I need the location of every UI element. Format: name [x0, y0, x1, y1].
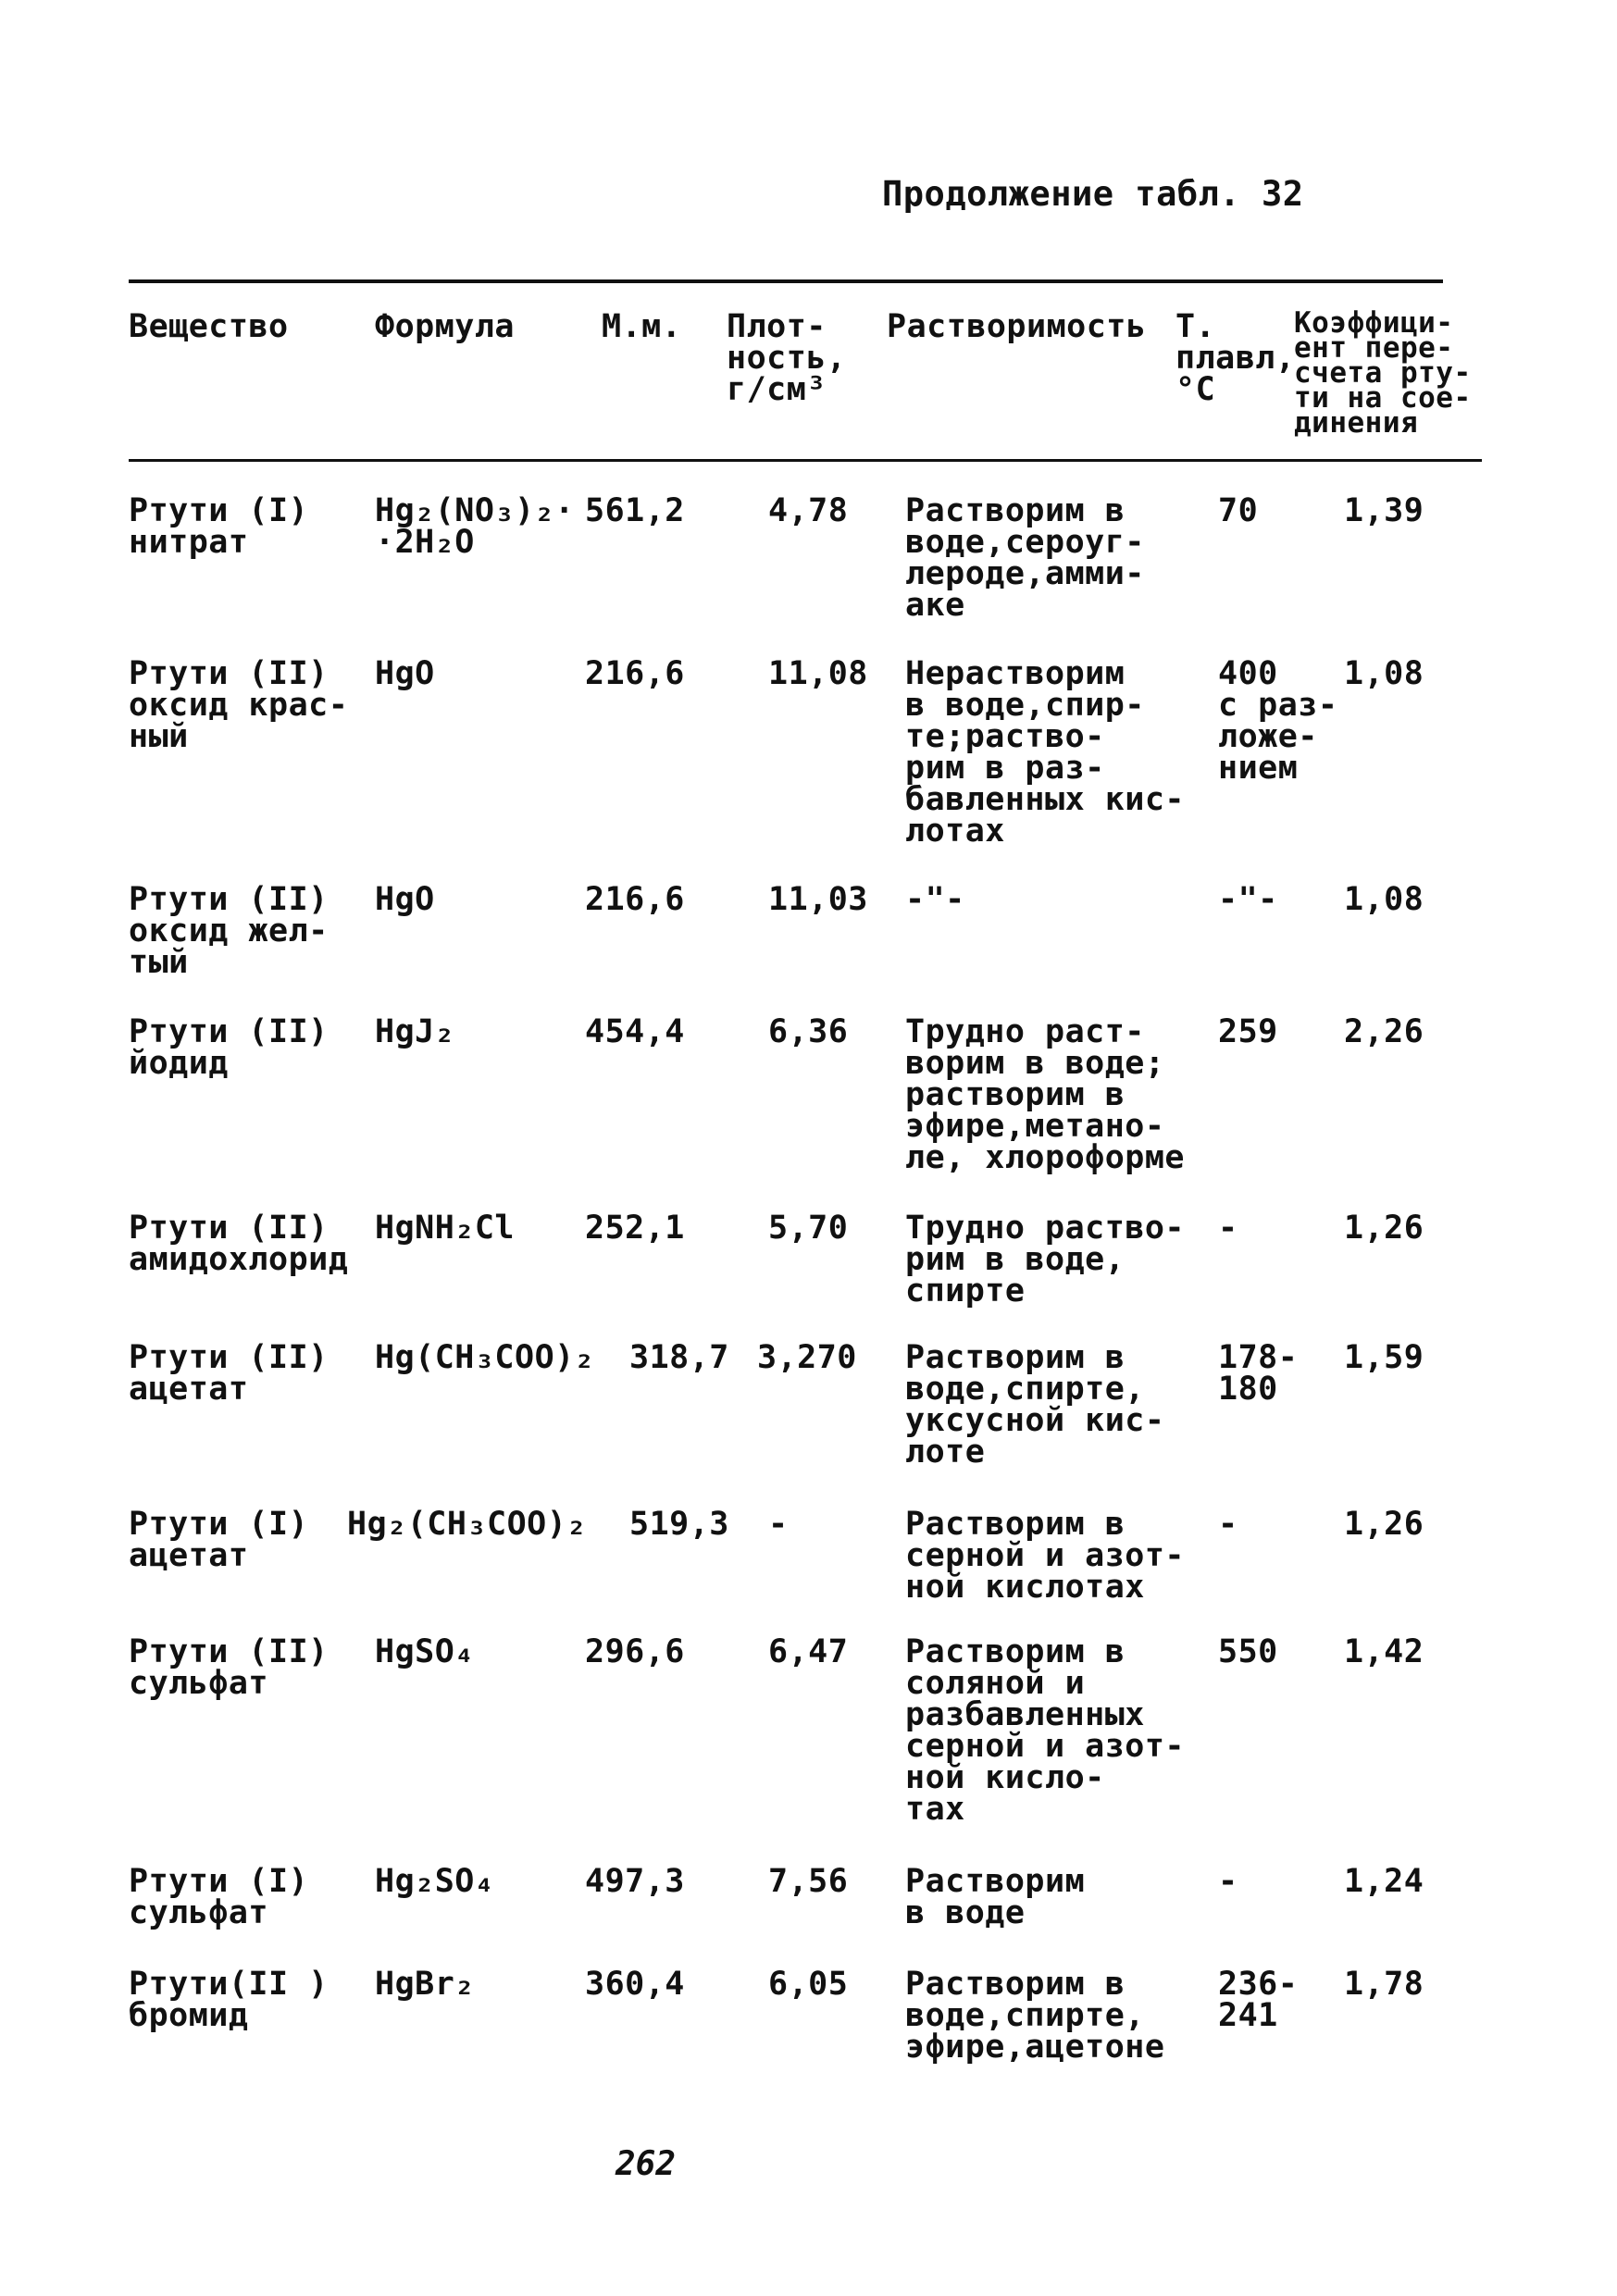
header-solubility: Растворимость — [887, 308, 1147, 345]
cell-melting: - — [1218, 1506, 1238, 1543]
header-formula: Формула — [375, 308, 516, 345]
cell-coef: 1,26 — [1344, 1506, 1424, 1543]
cell-formula: Hg₂SO₄ — [375, 1863, 495, 1900]
cell-density: 6,47 — [768, 1633, 849, 1670]
cell-substance: Ртути (II) йодид — [129, 1013, 329, 1082]
cell-substance: Ртути (II) ацетат — [129, 1339, 329, 1408]
cell-coef: 1,26 — [1344, 1210, 1424, 1247]
cell-coef: 1,78 — [1344, 1966, 1424, 2003]
cell-substance: Ртути (I) ацетат — [129, 1506, 309, 1574]
cell-melting: 178- 180 — [1218, 1339, 1299, 1408]
cell-melting: 550 — [1218, 1633, 1278, 1670]
cell-mw: 454,4 — [585, 1013, 685, 1050]
table-top-rule — [129, 279, 1443, 283]
cell-density: 7,56 — [768, 1863, 849, 1900]
header-substance: Вещество — [129, 308, 289, 345]
cell-formula: HgJ₂ — [375, 1013, 455, 1050]
cell-density: 6,36 — [768, 1013, 849, 1050]
cell-coef: 1,08 — [1344, 655, 1424, 692]
cell-mw: 360,4 — [585, 1966, 685, 2003]
cell-solubility: Растворим в воде,спирте, уксусной кис- лоте — [905, 1339, 1165, 1471]
cell-melting: - — [1218, 1863, 1238, 1900]
cell-solubility: Растворим в соляной и разбавленных серной и азот- ной кисло- тах — [905, 1633, 1186, 1828]
header-melting: Т. плавл, °С — [1175, 308, 1296, 408]
cell-solubility: -"- — [905, 881, 965, 918]
cell-coef: 1,08 — [1344, 881, 1424, 918]
cell-mw: 497,3 — [585, 1863, 685, 1900]
cell-mw: 561,2 — [585, 492, 685, 529]
cell-substance: Ртути (II) оксид крас- ный — [129, 655, 349, 755]
cell-formula: Hg(CH₃COO)₂ — [375, 1339, 595, 1376]
cell-formula: HgSO₄ — [375, 1633, 475, 1670]
cell-mw: 318,7 — [629, 1339, 729, 1376]
cell-melting: 400 с раз- ложе- нием — [1218, 655, 1338, 787]
cell-substance: Ртути(II ) бромид — [129, 1966, 329, 2034]
cell-formula: HgBr₂ — [375, 1966, 475, 2003]
cell-coef: 1,24 — [1344, 1863, 1424, 1900]
cell-substance: Ртути (II) амидохлорид — [129, 1210, 349, 1278]
cell-mw: 216,6 — [585, 655, 685, 692]
cell-coef: 1,39 — [1344, 492, 1424, 529]
cell-density: 5,70 — [768, 1210, 849, 1247]
cell-solubility: Нерастворим в воде,спир- те;раство- рим в раз- бавленных кис- лотах — [905, 655, 1186, 850]
cell-melting: -"- — [1218, 881, 1278, 918]
cell-mw: 252,1 — [585, 1210, 685, 1247]
cell-substance: Ртути (II) сульфат — [129, 1633, 329, 1702]
cell-formula: HgNH₂Cl — [375, 1210, 516, 1247]
cell-formula: HgO — [375, 655, 435, 692]
cell-coef: 1,42 — [1344, 1633, 1424, 1670]
header-mw: М.м. — [602, 308, 682, 345]
cell-density: 6,05 — [768, 1966, 849, 2003]
cell-solubility: Растворим в воде,спирте, эфире,ацетоне — [905, 1966, 1165, 2066]
cell-density: 11,08 — [768, 655, 868, 692]
cell-density: - — [768, 1506, 789, 1543]
header-coef: Коэффици- ент пере- счета рту- ти на сое- динения — [1294, 306, 1472, 440]
cell-solubility: Растворим в воде — [905, 1863, 1086, 1931]
cell-solubility: Растворим в серной и азот- ной кислотах — [905, 1506, 1186, 1606]
cell-formula: HgO — [375, 881, 435, 918]
cell-melting: 259 — [1218, 1013, 1278, 1050]
cell-mw: 216,6 — [585, 881, 685, 918]
cell-substance: Ртути (II) оксид жел- тый — [129, 881, 329, 981]
table-caption: Продолжение табл. 32 — [882, 174, 1304, 214]
cell-melting: 70 — [1218, 492, 1259, 529]
cell-mw: 519,3 — [629, 1506, 729, 1543]
cell-solubility: Растворим в воде,сероуг- лероде,амми- аке — [905, 492, 1145, 624]
cell-density: 3,270 — [757, 1339, 857, 1376]
cell-melting: 236- 241 — [1218, 1966, 1299, 2034]
page-number: 262 — [616, 2145, 677, 2183]
header-density: Плот- ность, г/см³ — [727, 308, 847, 408]
cell-substance: Ртути (I) нитрат — [129, 492, 309, 561]
cell-solubility: Трудно раст- ворим в воде; растворим в эфире,метано- ле, хлороформе — [905, 1013, 1186, 1176]
cell-melting: - — [1218, 1210, 1238, 1247]
table-header-rule — [129, 459, 1482, 462]
cell-density: 11,03 — [768, 881, 868, 918]
cell-coef: 1,59 — [1344, 1339, 1424, 1376]
cell-substance: Ртути (I) сульфат — [129, 1863, 309, 1931]
cell-coef: 2,26 — [1344, 1013, 1424, 1050]
cell-formula: Hg₂(NO₃)₂· ·2H₂O — [375, 492, 575, 561]
cell-formula: Hg₂(CH₃COO)₂ — [347, 1506, 587, 1543]
cell-density: 4,78 — [768, 492, 849, 529]
cell-solubility: Трудно раство- рим в воде, спирте — [905, 1210, 1186, 1309]
cell-mw: 296,6 — [585, 1633, 685, 1670]
